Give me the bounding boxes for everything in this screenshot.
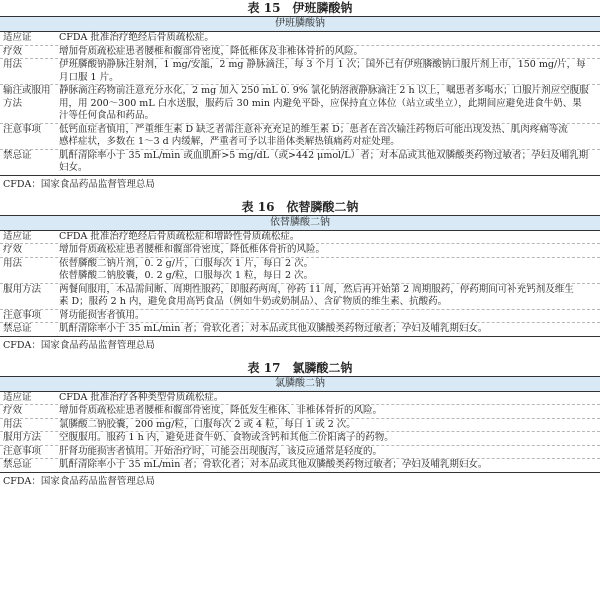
row-label: 注意事项 (3, 123, 42, 135)
table-row (0, 150, 600, 176)
row-label: 疗效 (3, 405, 23, 416)
row-value: 伊班膦酸钠静脉注射剂，1 mg/安瓿，2 mg 静脉滴注，每 3 个月 1 次；国外已有伊班膦酸钠口服片剂上市，150 mg/片，每 月口服 1 片。 (59, 59, 586, 83)
table-title: 表 15 伊班膦酸钠 (247, 1, 353, 15)
table-row (0, 46, 600, 60)
row-value: 空腹服用。服药 1 h 内，避免进食牛奶、食物或含钙和其他二价阳离子的药物。 (59, 432, 394, 443)
drug-name-header: 氯膦酸二钠 (0, 376, 600, 392)
table-row (0, 392, 600, 406)
row-label: 用法 (3, 418, 23, 430)
row-value: 肌酐清除率小于 35 mL/min 或血肌酐>5 mg/dL（或>442 μmol/L）者；对本品或其他双膦酸类药物过敏者；孕妇及哺乳期妇女。 (59, 149, 589, 173)
table-row (0, 231, 600, 245)
table-row (0, 32, 600, 46)
table-title: 表 16 依替膦酸二钠 (241, 199, 359, 214)
row-label: 禁忌证 (3, 459, 32, 470)
table-row (0, 419, 600, 433)
row-value: CFDA 批准治疗绝经后骨质疏松症。 (59, 32, 214, 43)
drug-name-header: 伊班膦酸钠 (0, 16, 600, 32)
table-row (0, 244, 600, 258)
row-value: 氯膦酸二钠胶囊，200 mg/粒，口服每次 2 或 4 粒，每日 1 或 2 次。 (59, 418, 356, 430)
row-label: 疗效 (3, 244, 23, 255)
table-row (0, 59, 600, 85)
row-value: 肌酐清除率小于 35 mL/min 者；骨软化者；对本品或其他双膦酸类药物过敏者；孕妇及哺乳期妇女。 (59, 323, 488, 334)
row-value: 增加骨质疏松症患者腰椎和髋部骨密度，降低发生椎体、非椎体骨折的风险。 (59, 405, 383, 416)
row-label: 用法 (3, 257, 23, 269)
drug-table (0, 360, 600, 488)
table-footnote: CFDA：国家食品药品监督管理总局 (3, 339, 155, 351)
row-label: 注意事项 (3, 445, 42, 457)
table-footnote: CFDA：国家食品药品监督管理总局 (3, 178, 155, 190)
drug-name-header: 依替膦酸二钠 (0, 215, 600, 231)
table-row (0, 323, 600, 337)
row-value: 两餐间服用，本品需间断、周期性服药，即服药两周，停药 11 周，然后再开始第 2 周期服药，停药期间可补充钙剂及维生 素 D；服药 2 h 内，避免食用高钙食品（例如牛奶或奶制品）、含矿物质的维生素、抗酸药。 (59, 283, 574, 307)
row-label: 服用方法 (3, 283, 42, 295)
row-value: 肾功能损害者慎用。 (59, 309, 145, 321)
table-title: 表 17 氯膦酸二钠 (247, 360, 353, 375)
row-value: CFDA 批准治疗各种类型骨质疏松症。 (59, 391, 224, 403)
table-row (0, 310, 600, 324)
row-value: 静脉滴注药物前注意充分水化，2 mg 加入 250 mL 0. 9% 氯化钠溶液静脉滴注 2 h 以上，嘱患者多喝水；口服片剂应空腹服 用，用 200～300 mL 白水送服，服药后 30 min 内避免平卧，应保持直立体位（站立或坐立），此期间应避免进食牛奶、果 汁等任何食品和药品。 (59, 85, 589, 121)
row-label: 禁忌证 (3, 323, 32, 334)
row-label: 输注或服用 方法 (3, 85, 51, 109)
table-footnote: CFDA：国家食品药品监督管理总局 (3, 475, 155, 487)
row-label: 服用方法 (3, 432, 42, 443)
row-label: 适应证 (3, 391, 32, 403)
table-row (0, 432, 600, 446)
row-value: CFDA 批准治疗绝经后骨质疏松症和增龄性骨质疏松症。 (59, 230, 300, 242)
row-value: 肝肾功能损害者慎用。开始治疗时，可能会出现腹泻，该反应通常是轻度的。 (59, 445, 383, 457)
row-label: 疗效 (3, 45, 23, 57)
table-row (0, 459, 600, 473)
row-label: 适应证 (3, 230, 32, 242)
row-label: 禁忌证 (3, 149, 32, 161)
row-value: 低钙血症者慎用，严重维生素 D 缺乏者需注意补充充足的维生素 D；患者在首次输注药物后可能出现发热、肌肉疼痛等流 感样症状，多数在 1～3 d 内缓解，严重者可予以非甾体类解热镇痛药对症处理。 (59, 123, 568, 147)
table-row (0, 124, 600, 150)
row-value: 肌酐清除率小于 35 mL/min 者；骨软化者；对本品或其他双膦酸类药物过敏者；孕妇及哺乳期妇女。 (59, 459, 488, 470)
drug-table (0, 199, 600, 352)
table-row (0, 258, 600, 284)
row-value: 增加骨质疏松症患者腰椎和髋部骨密度，降低椎体骨折的风险。 (59, 244, 326, 255)
table-row (0, 446, 600, 460)
table-row (0, 85, 600, 124)
table-row (0, 405, 600, 419)
row-value: 增加骨质疏松症患者腰椎和髋部骨密度，降低椎体及非椎体骨折的风险。 (59, 45, 364, 57)
row-label: 用法 (3, 59, 23, 70)
row-label: 注意事项 (3, 309, 42, 321)
table-row (0, 284, 600, 310)
row-label: 适应证 (3, 32, 32, 43)
row-value: 依替膦酸二钠片剂，0. 2 g/片，口服每次 1 片，每日 2 次。 依替膦酸二钠胶囊，0. 2 g/粒，口服每次 1 粒，每日 2 次。 (59, 257, 314, 281)
drug-table (0, 0, 600, 191)
